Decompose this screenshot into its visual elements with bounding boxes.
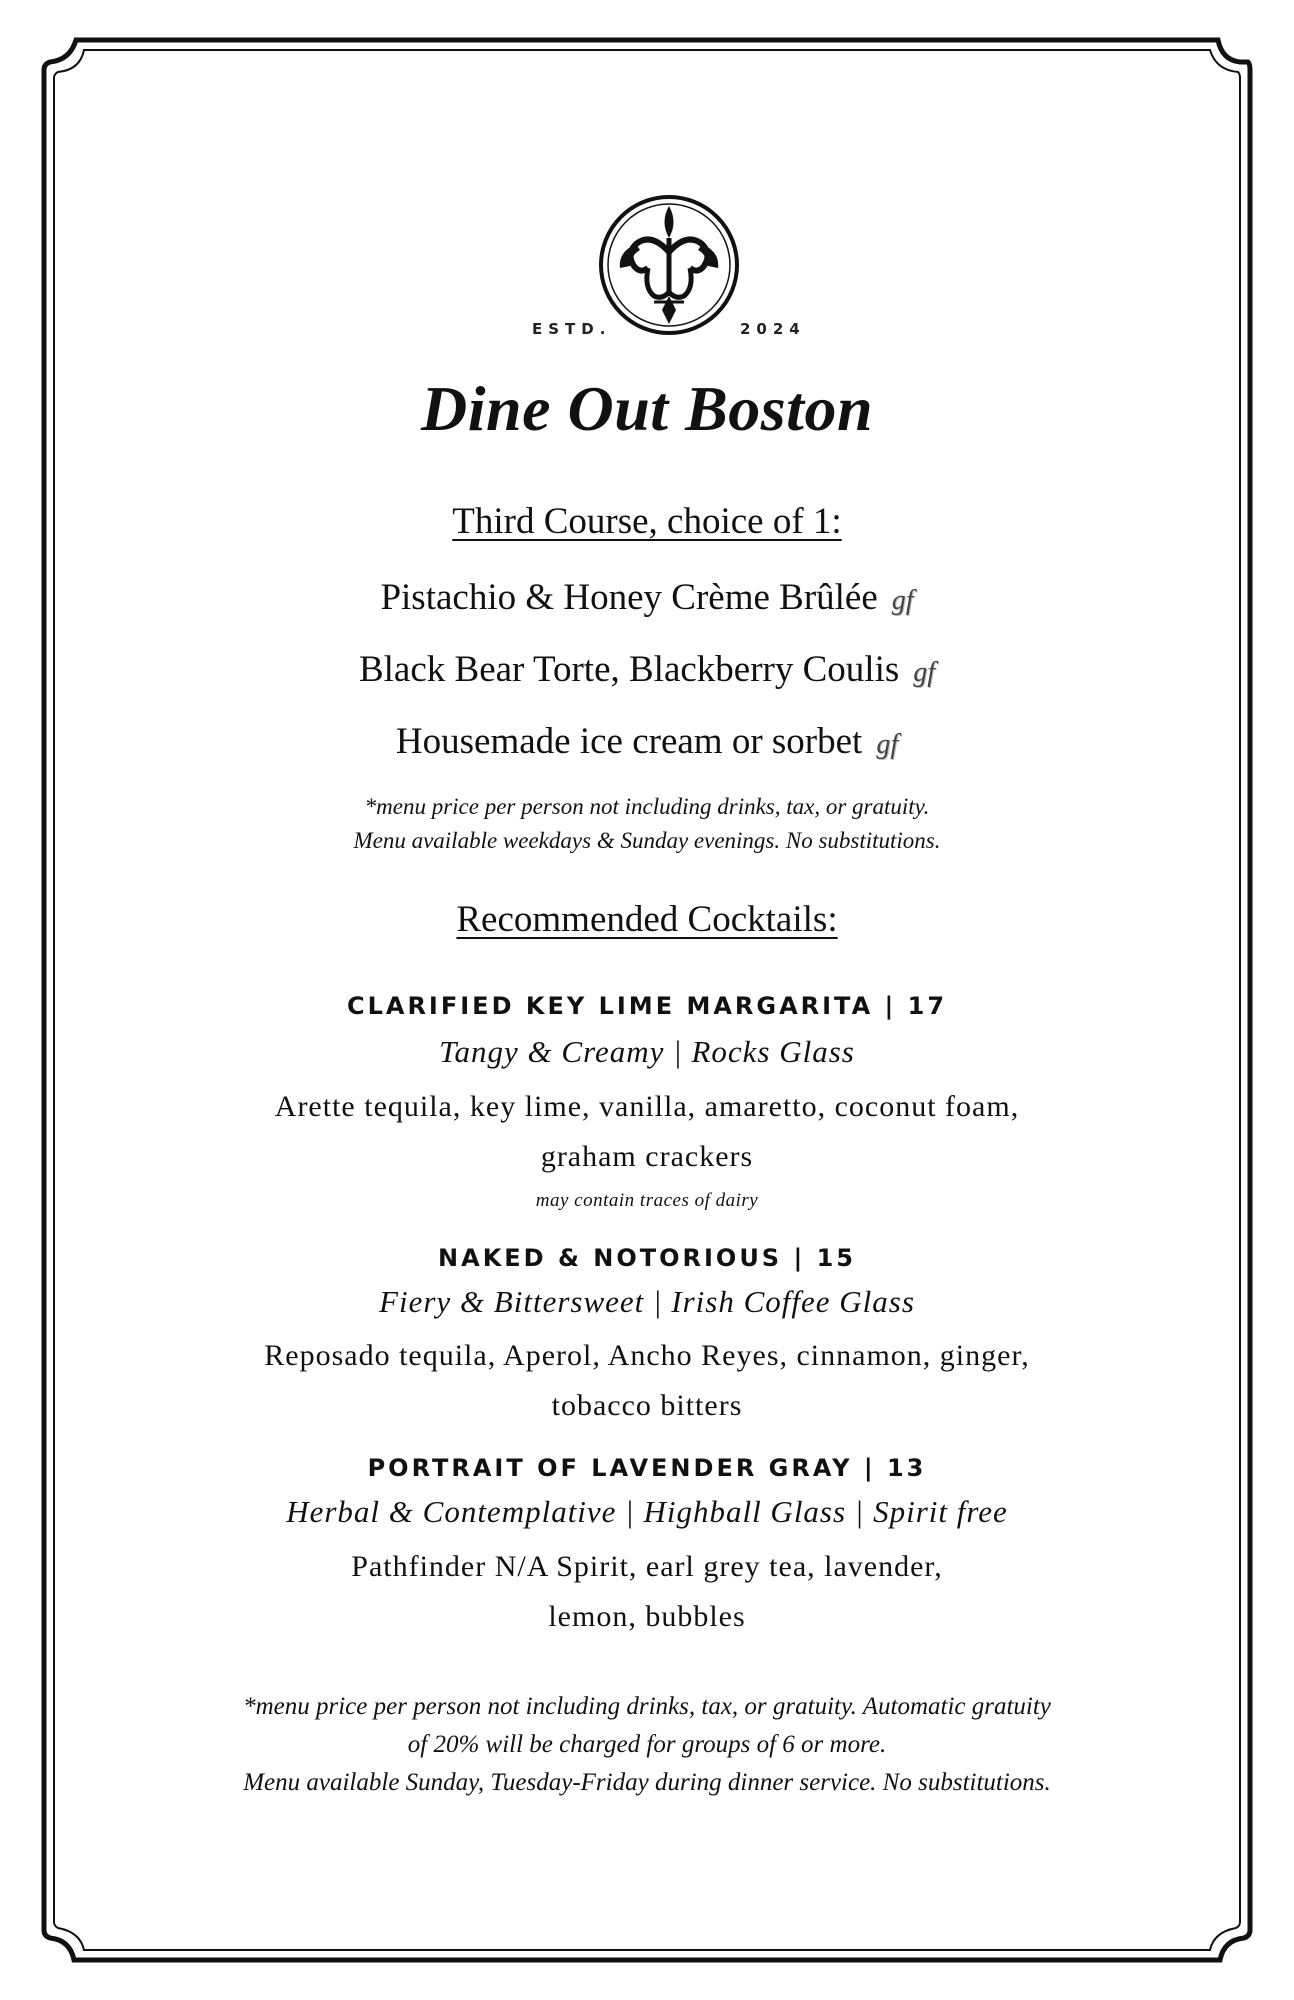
logo-year: 2024 [740,320,806,338]
cocktail-ingredients [0,1542,1294,1642]
gluten-free-tag: gf [876,729,899,760]
cocktail-style: Fiery & Bittersweet | Irish Coffee Glass [379,1284,915,1319]
menu-title: Dine Out Boston [420,373,874,444]
dessert-name: Pistachio & Honey Crème Brûlée [380,577,878,618]
restaurant-logo [596,192,742,338]
cocktail-name: PORTRAIT OF LAVENDER GRAY | 13 [367,1454,927,1482]
dessert-item [0,576,1294,619]
cocktail-allergen-note: may contain traces of dairy [535,1190,759,1211]
logo-estd-label: ESTD. [532,320,612,338]
ingredients-line: Arette tequila, key lime, vanilla, amaretto, coconut foam, [274,1090,1020,1123]
cocktails-heading: Recommended Cocktails: [456,899,838,940]
ingredients-line: lemon, bubbles [548,1600,746,1633]
cocktail-name: CLARIFIED KEY LIME MARGARITA | 17 [346,992,948,1020]
note-line: Menu available Sunday, Tuesday-Friday during dinner service. No substitutions. [243,1769,1051,1796]
ingredients-line: tobacco bitters [551,1389,743,1422]
cocktail-style: Herbal & Contemplative | Highball Glass | Spirit free [286,1494,1008,1529]
cocktail-ingredients [0,1082,1294,1182]
gluten-free-tag: gf [891,585,914,616]
ingredients-line: Reposado tequila, Aperol, Ancho Reyes, cinnamon, ginger, [264,1339,1030,1372]
gluten-free-tag: gf [913,657,936,688]
cocktail-style: Tangy & Creamy | Rocks Glass [439,1034,855,1069]
cocktail-name: NAKED & NOTORIOUS | 15 [438,1244,856,1272]
dessert-name: Black Bear Torte, Blackberry Coulis [358,649,900,690]
ingredients-line: Pathfinder N/A Spirit, earl grey tea, lavender, [351,1550,943,1583]
dessert-item [0,648,1294,691]
note-line: of 20% will be charged for groups of 6 or more. [407,1731,887,1758]
dessert-name: Housemade ice cream or sorbet [395,721,863,762]
dessert-item [0,720,1294,763]
note-line: *menu price per person not including drinks, tax, or gratuity. [364,794,930,819]
cocktail-ingredients [0,1331,1294,1431]
footer-note [0,1688,1294,1802]
ingredients-line: graham crackers [540,1140,754,1173]
note-line: *menu price per person not including drinks, tax, or gratuity. Automatic gratuity [243,1693,1051,1720]
note-line: Menu available weekdays & Sunday evenings. No substitutions. [353,828,941,853]
third-course-heading: Third Course, choice of 1: [452,501,842,542]
third-course-note [0,790,1294,858]
